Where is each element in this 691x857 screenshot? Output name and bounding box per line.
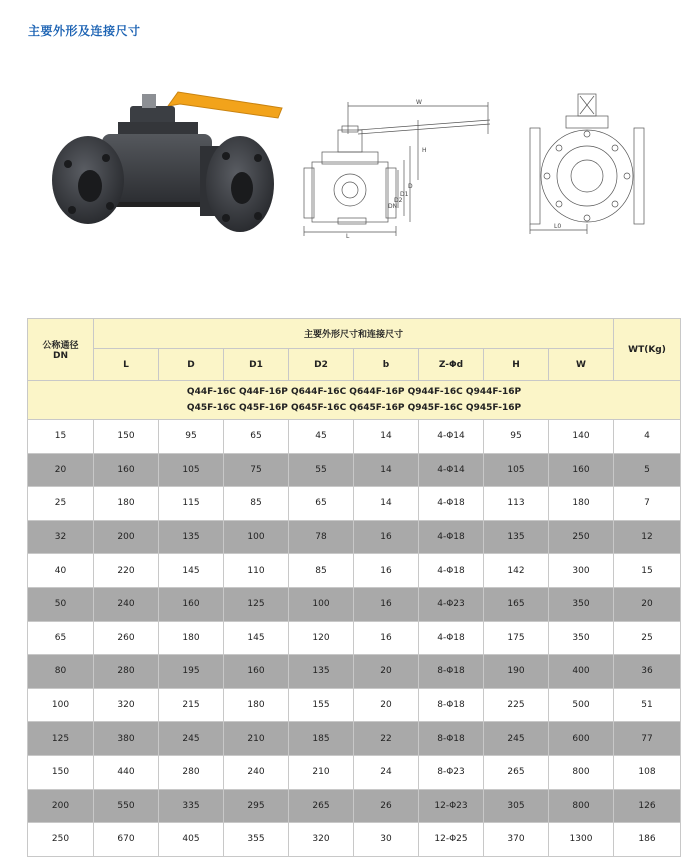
table-cell: 65 xyxy=(289,487,354,521)
table-cell: 320 xyxy=(94,688,159,722)
nominal-diameter-label: 公称通径 xyxy=(42,341,79,351)
table-cell: 225 xyxy=(484,688,549,722)
table-cell: 16 xyxy=(354,554,419,588)
table-cell: 100 xyxy=(224,520,289,554)
table-cell: 8-Φ18 xyxy=(419,722,484,756)
table-cell: 355 xyxy=(224,823,289,857)
valve-product-photo xyxy=(50,84,290,254)
dim-d1: D1 xyxy=(400,191,409,198)
table-cell: 180 xyxy=(159,621,224,655)
table-cell: 160 xyxy=(549,453,614,487)
table-row xyxy=(28,420,681,454)
table-cell: 335 xyxy=(159,789,224,823)
table-cell: 12-Φ23 xyxy=(419,789,484,823)
table-cell: 4-Φ23 xyxy=(419,587,484,621)
valve-side-view-drawing xyxy=(298,90,503,240)
table-cell: 105 xyxy=(159,453,224,487)
table-cell: 40 xyxy=(28,554,94,588)
column-header: Z-Φd xyxy=(419,349,484,381)
table-cell: 190 xyxy=(484,655,549,689)
table-cell: 105 xyxy=(484,453,549,487)
table-cell: 140 xyxy=(549,420,614,454)
table-cell: 115 xyxy=(159,487,224,521)
table-cell: 280 xyxy=(94,655,159,689)
table-row xyxy=(28,554,681,588)
table-cell: 300 xyxy=(549,554,614,588)
table-cell: 12-Φ25 xyxy=(419,823,484,857)
table-cell: 95 xyxy=(484,420,549,454)
table-cell: 800 xyxy=(549,789,614,823)
dim-h: H xyxy=(422,147,427,154)
table-cell: 500 xyxy=(549,688,614,722)
column-header: H xyxy=(484,349,549,381)
table-cell: 16 xyxy=(354,587,419,621)
table-cell: 240 xyxy=(94,587,159,621)
table-row xyxy=(28,655,681,689)
table-cell: 20 xyxy=(354,688,419,722)
table-cell: 145 xyxy=(159,554,224,588)
table-cell: 670 xyxy=(94,823,159,857)
table-cell: 126 xyxy=(614,789,681,823)
table-cell: 14 xyxy=(354,420,419,454)
table-cell: 80 xyxy=(28,655,94,689)
table-cell: 245 xyxy=(159,722,224,756)
table-cell: 265 xyxy=(484,755,549,789)
table-cell: 195 xyxy=(159,655,224,689)
table-cell: 85 xyxy=(224,487,289,521)
table-cell: 142 xyxy=(484,554,549,588)
table-cell: 370 xyxy=(484,823,549,857)
table-cell: 75 xyxy=(224,453,289,487)
table-cell: 155 xyxy=(289,688,354,722)
table-cell: 160 xyxy=(224,655,289,689)
table-cell: 250 xyxy=(549,520,614,554)
nominal-diameter-unit: DN xyxy=(52,351,68,361)
dim-d2: D2 xyxy=(394,197,403,204)
table-cell: 108 xyxy=(614,755,681,789)
table-cell: 50 xyxy=(28,587,94,621)
dim-l: L xyxy=(346,233,350,240)
table-cell: 25 xyxy=(28,487,94,521)
table-cell: 36 xyxy=(614,655,681,689)
valve-end-view-drawing xyxy=(520,86,655,236)
table-cell: 65 xyxy=(28,621,94,655)
table-row xyxy=(28,722,681,756)
table-cell: 110 xyxy=(224,554,289,588)
table-row xyxy=(28,621,681,655)
table-row xyxy=(28,520,681,554)
table-cell: 250 xyxy=(28,823,94,857)
table-cell: 8-Φ18 xyxy=(419,688,484,722)
weight-header: WT(Kg) xyxy=(614,319,681,381)
table-cell: 22 xyxy=(354,722,419,756)
dim-dn: DN xyxy=(388,203,398,210)
dimension-group-header: 主要外形尺寸和连接尺寸 xyxy=(94,319,614,349)
table-cell: 800 xyxy=(549,755,614,789)
table-cell: 245 xyxy=(484,722,549,756)
table-cell: 95 xyxy=(159,420,224,454)
table-cell: 51 xyxy=(614,688,681,722)
table-cell: 200 xyxy=(94,520,159,554)
table-cell: 1300 xyxy=(549,823,614,857)
table-row xyxy=(28,823,681,857)
table-row xyxy=(28,789,681,823)
table-cell: 8-Φ18 xyxy=(419,655,484,689)
table-cell: 295 xyxy=(224,789,289,823)
table-cell: 220 xyxy=(94,554,159,588)
dim-l0: L0 xyxy=(554,223,562,230)
table-cell: 600 xyxy=(549,722,614,756)
table-cell: 135 xyxy=(159,520,224,554)
table-cell: 210 xyxy=(289,755,354,789)
column-header: D1 xyxy=(224,349,289,381)
table-cell: 180 xyxy=(549,487,614,521)
table-cell: 45 xyxy=(289,420,354,454)
column-header: L xyxy=(94,349,159,381)
table-cell: 16 xyxy=(354,621,419,655)
table-cell: 26 xyxy=(354,789,419,823)
table-cell: 20 xyxy=(614,587,681,621)
table-cell: 20 xyxy=(28,453,94,487)
table-cell: 200 xyxy=(28,789,94,823)
column-header: D xyxy=(159,349,224,381)
table-cell: 215 xyxy=(159,688,224,722)
table-cell: 14 xyxy=(354,487,419,521)
column-header: D2 xyxy=(289,349,354,381)
table-cell: 15 xyxy=(28,420,94,454)
table-cell: 405 xyxy=(159,823,224,857)
table-cell: 5 xyxy=(614,453,681,487)
table-cell: 125 xyxy=(28,722,94,756)
column-header: W xyxy=(549,349,614,381)
table-cell: 4 xyxy=(614,420,681,454)
table-cell: 125 xyxy=(224,587,289,621)
table-cell: 65 xyxy=(224,420,289,454)
table-cell: 85 xyxy=(289,554,354,588)
table-cell: 15 xyxy=(614,554,681,588)
table-cell: 120 xyxy=(289,621,354,655)
table-cell: 165 xyxy=(484,587,549,621)
table-cell: 4-Φ18 xyxy=(419,554,484,588)
table-cell: 260 xyxy=(94,621,159,655)
dim-w: W xyxy=(416,99,422,106)
table-cell: 4-Φ18 xyxy=(419,520,484,554)
table-cell: 550 xyxy=(94,789,159,823)
table-cell: 280 xyxy=(159,755,224,789)
table-cell: 4-Φ14 xyxy=(419,453,484,487)
table-cell: 305 xyxy=(484,789,549,823)
table-cell: 32 xyxy=(28,520,94,554)
table-cell: 240 xyxy=(224,755,289,789)
table-row xyxy=(28,688,681,722)
table-cell: 8-Φ23 xyxy=(419,755,484,789)
table-cell: 20 xyxy=(354,655,419,689)
table-cell: 78 xyxy=(289,520,354,554)
table-cell: 30 xyxy=(354,823,419,857)
table-cell: 145 xyxy=(224,621,289,655)
dimension-table xyxy=(27,318,681,857)
table-cell: 150 xyxy=(94,420,159,454)
table-cell: 135 xyxy=(289,655,354,689)
column-header: b xyxy=(354,349,419,381)
table-cell: 186 xyxy=(614,823,681,857)
table-cell: 24 xyxy=(354,755,419,789)
table-cell: 380 xyxy=(94,722,159,756)
model-numbers-line-1: Q44F-16C Q44F-16P Q644F-16C Q644F-16P Q944F-16C Q944F-16P xyxy=(186,387,522,397)
table-cell: 7 xyxy=(614,487,681,521)
table-cell: 12 xyxy=(614,520,681,554)
dim-d: D xyxy=(408,183,413,190)
table-cell: 320 xyxy=(289,823,354,857)
model-numbers-line-2: Q45F-16C Q45F-16P Q645F-16C Q645F-16P Q945F-16C Q945F-16P xyxy=(186,403,522,413)
section-title: 主要外形及连接尺寸 xyxy=(28,24,141,38)
table-cell: 180 xyxy=(224,688,289,722)
table-cell: 180 xyxy=(94,487,159,521)
table-cell: 4-Φ14 xyxy=(419,420,484,454)
table-cell: 55 xyxy=(289,453,354,487)
table-cell: 100 xyxy=(289,587,354,621)
table-cell: 350 xyxy=(549,621,614,655)
table-cell: 210 xyxy=(224,722,289,756)
table-row xyxy=(28,453,681,487)
table-row xyxy=(28,587,681,621)
table-cell: 150 xyxy=(28,755,94,789)
table-cell: 160 xyxy=(94,453,159,487)
table-cell: 25 xyxy=(614,621,681,655)
table-row xyxy=(28,487,681,521)
table-cell: 440 xyxy=(94,755,159,789)
table-cell: 160 xyxy=(159,587,224,621)
table-cell: 265 xyxy=(289,789,354,823)
table-cell: 135 xyxy=(484,520,549,554)
table-cell: 400 xyxy=(549,655,614,689)
model-numbers xyxy=(28,381,681,420)
table-cell: 16 xyxy=(354,520,419,554)
table-cell: 100 xyxy=(28,688,94,722)
table-cell: 350 xyxy=(549,587,614,621)
table-cell: 4-Φ18 xyxy=(419,621,484,655)
table-cell: 185 xyxy=(289,722,354,756)
table-cell: 14 xyxy=(354,453,419,487)
table-cell: 4-Φ18 xyxy=(419,487,484,521)
table-cell: 113 xyxy=(484,487,549,521)
table-cell: 175 xyxy=(484,621,549,655)
table-cell: 77 xyxy=(614,722,681,756)
nominal-diameter-header xyxy=(28,319,94,381)
table-row xyxy=(28,755,681,789)
